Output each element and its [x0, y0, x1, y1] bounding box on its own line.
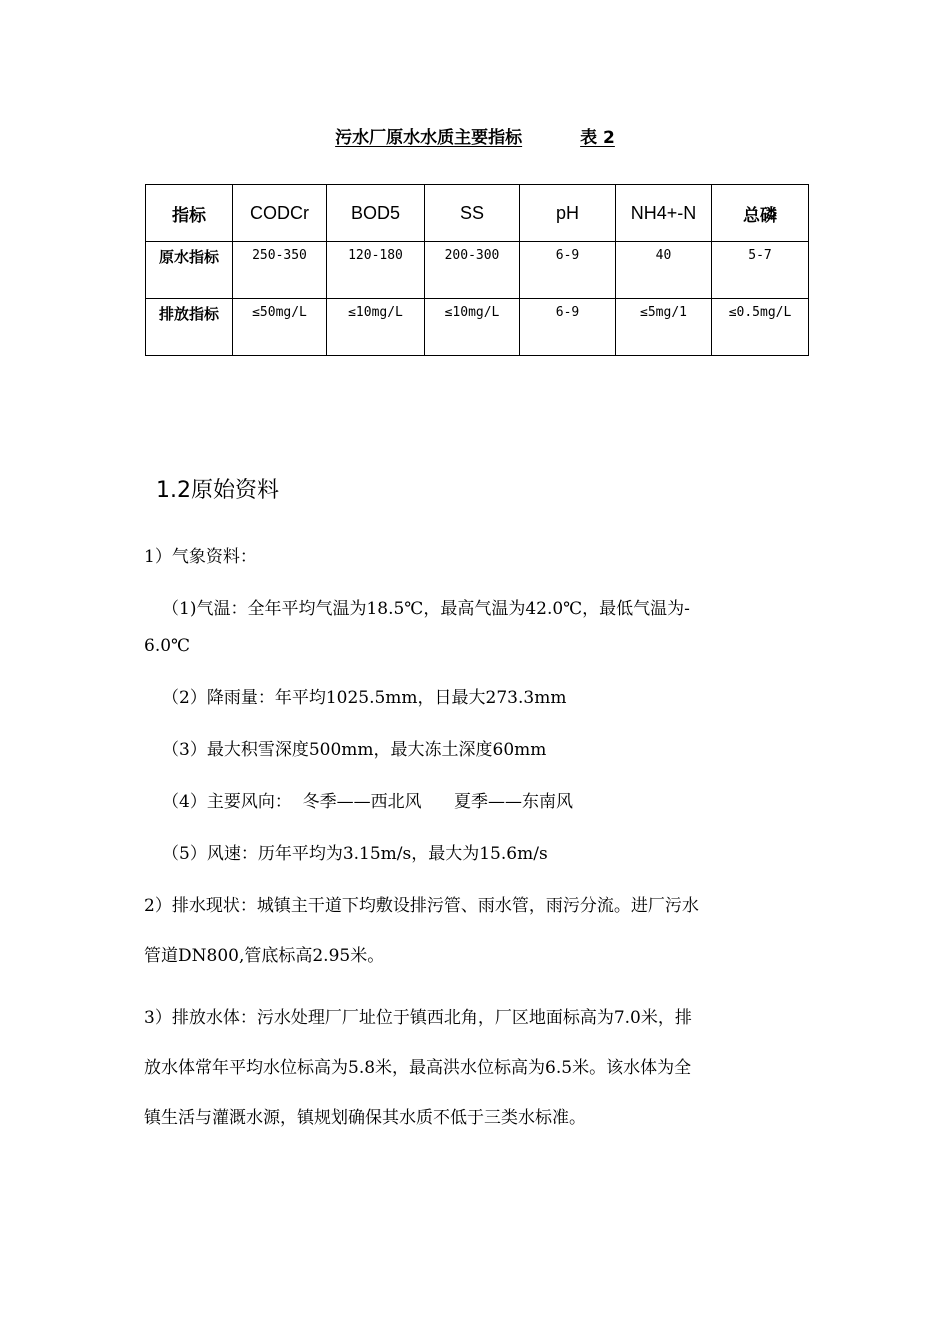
table-number: 表 2 — [580, 128, 615, 148]
table-cell: ≤0.5mg/L — [712, 299, 809, 356]
header-ss: SS — [425, 185, 520, 242]
row-label: 原水指标 — [146, 242, 233, 299]
header-nh4n: NH4+-N — [616, 185, 712, 242]
wind-speed-line: （5）风速：历年平均为3.15m/s，最大为15.6m/s — [162, 844, 548, 864]
temperature-line-1: （1)气温：全年平均气温为18.5℃，最高气温为42.0℃，最低气温为- — [162, 599, 690, 619]
table-cell: 200-300 — [425, 242, 520, 299]
discharge-line-2: 放水体常年平均水位标高为5.8米，最高洪水位标高为6.5米。该水体为全 — [144, 1058, 692, 1078]
table-cell: 120-180 — [327, 242, 425, 299]
table-cell: 250-350 — [233, 242, 327, 299]
drainage-line-1: 2）排水现状：城镇主干道下均敷设排污管、雨水管，雨污分流。进厂污水 — [144, 896, 699, 916]
table-header-row — [146, 185, 809, 242]
meteorology-title: 1）气象资料： — [144, 547, 257, 567]
table-cell: ≤5mg/1 — [616, 299, 712, 356]
wind-direction-line: （4）主要风向： 冬季——西北风 夏季——东南风 — [162, 792, 574, 812]
table-row-raw-water — [146, 242, 809, 299]
table-cell: ≤50mg/L — [233, 299, 327, 356]
table-cell: 5-7 — [712, 242, 809, 299]
row-label: 排放指标 — [146, 299, 233, 356]
table-cell: ≤10mg/L — [327, 299, 425, 356]
section-heading: 1.2原始资料 — [156, 478, 279, 503]
header-codcr: CODCr — [233, 185, 327, 242]
header-total-phosphorus: 总磷 — [712, 185, 809, 242]
header-ph: pH — [520, 185, 616, 242]
drainage-line-2: 管道DN800,管底标高2.95米。 — [144, 946, 385, 966]
header-indicator: 指标 — [146, 185, 233, 242]
rainfall-line: （2）降雨量：年平均1025.5mm，日最大273.3mm — [162, 688, 567, 708]
table-title: 污水厂原水水质主要指标 — [335, 128, 523, 148]
temperature-line-2: 6.0℃ — [144, 636, 191, 656]
discharge-line-1: 3）排放水体：污水处理厂厂址位于镇西北角，厂区地面标高为7.0米，排 — [144, 1008, 692, 1028]
table-row-discharge — [146, 299, 809, 356]
water-quality-table — [145, 184, 809, 356]
table-cell: 40 — [616, 242, 712, 299]
table-cell: ≤10mg/L — [425, 299, 520, 356]
table-cell: 6-9 — [520, 299, 616, 356]
table-cell: 6-9 — [520, 242, 616, 299]
header-bod5: BOD5 — [327, 185, 425, 242]
snow-line: （3）最大积雪深度500mm，最大冻土深度60mm — [162, 740, 547, 760]
discharge-line-3: 镇生活与灌溉水源，镇规划确保其水质不低于三类水标准。 — [144, 1108, 586, 1128]
table-caption — [0, 126, 950, 150]
